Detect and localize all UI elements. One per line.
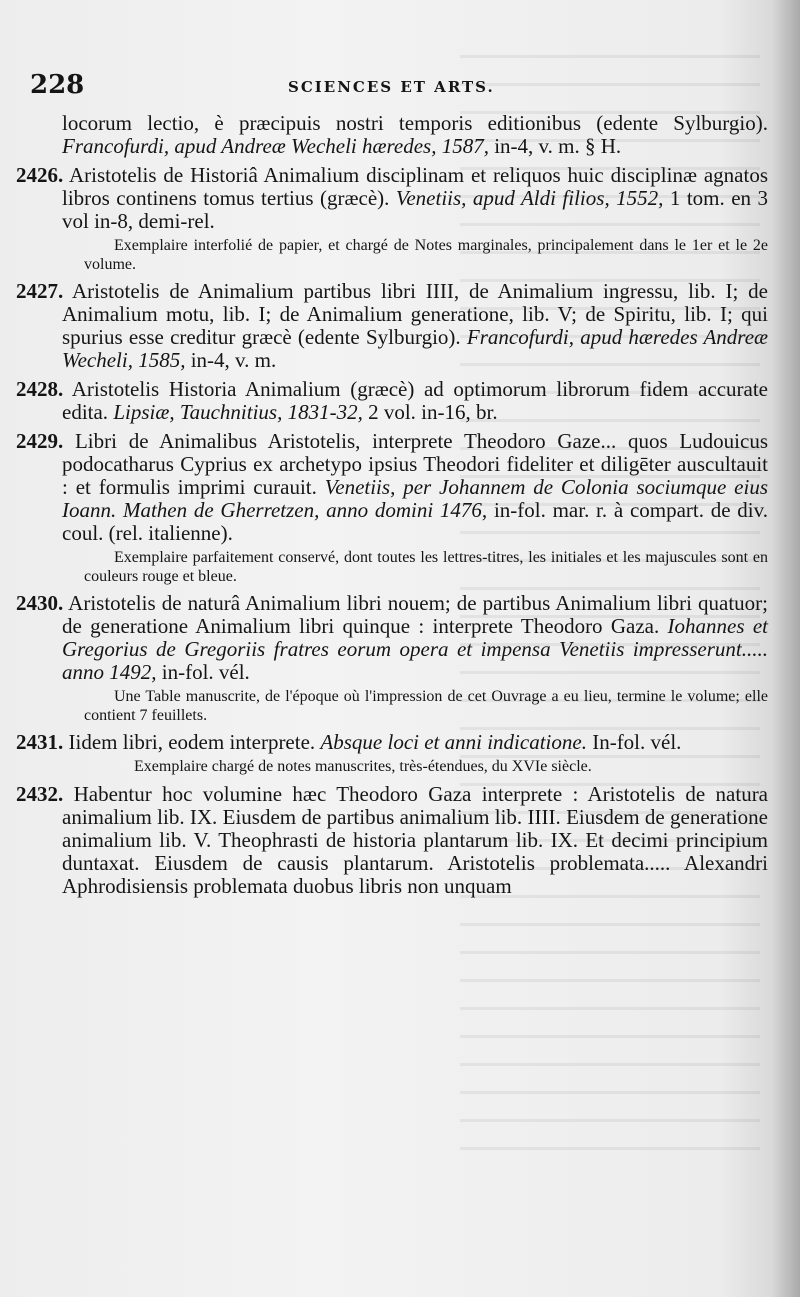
entry-note: Exemplaire chargé de notes manuscrites, très-étendues, du XVIe siècle. xyxy=(134,758,592,775)
catalog-entry-2428 xyxy=(16,377,768,424)
entry-number: 2426. xyxy=(16,163,64,187)
catalog-entry-2429 xyxy=(16,429,769,586)
catalog-entry-2431 xyxy=(16,730,768,777)
entry-number: 2430. xyxy=(16,591,64,615)
entry-imprint: Lipsiæ, Tauchnitius, 1831-32, xyxy=(113,400,363,424)
entry-number: 2428. xyxy=(16,377,64,401)
page-header xyxy=(30,70,760,110)
running-head: SCIENCES ET ARTS. xyxy=(288,78,495,96)
entry-title: Iidem libri, eodem interprete. xyxy=(68,730,316,754)
catalog-entry-2426 xyxy=(16,163,769,274)
entry-title: Libri de Animalibus Aristotelis, interprete Theodoro Gaze... quos Ludouicus podocatharus Cyprius ex archetypo ipsius Theodori fideliter et diligēter auscultauit : et formulis imprimi curauit. xyxy=(62,429,769,499)
catalog-entry-2432 xyxy=(16,781,769,898)
entry-format: In-fol. vél. xyxy=(592,730,682,754)
entry-title: locorum lectio, è præcipuis nostri temporis editionibus (edente Sylburgio). xyxy=(62,111,768,135)
entry-note: Exemplaire interfolié de papier, et chargé de Notes marginales, principalement dans le 1er et le 2e volume. xyxy=(84,237,768,273)
entry-imprint: Absque loci et anni indicatione. xyxy=(320,730,587,754)
catalog-entry-2427 xyxy=(16,279,769,372)
catalog-entry-continued xyxy=(62,112,768,158)
entry-number: 2427. xyxy=(16,279,64,303)
entry-note: Exemplaire parfaitement conservé, dont toutes les lettres-titres, les initiales et les majuscules sont en couleurs rouge et bleue. xyxy=(84,549,768,585)
entry-title: Aristotelis de Animalium partibus libri IIII, de Animalium ingressu, lib. I; de Animalium motu, lib. I; de Animalium generatione, lib. V; de Spiritu, lib. I; qui spurius esse creditur græcè (edente Sylburgio). xyxy=(62,279,769,349)
entry-format: in-4, v. m. § H. xyxy=(494,134,622,158)
entry-number: 2431. xyxy=(16,730,64,754)
entry-title: Aristotelis de naturâ Animalium libri nouem; de partibus Animalium libri quatuor; de generatione Animalium libri quinque : interprete Theodoro Gaza. xyxy=(62,591,768,638)
entry-format: in-fol. vél. xyxy=(161,660,250,684)
entry-format: in-4, v. m. xyxy=(190,348,277,372)
entry-title: Habentur hoc volumine hæc Theodoro Gaza interprete : Aristotelis de natura animalium lib. IX. Eiusdem de partibus animalium lib. IIII. Eiusdem de generatione animalium lib. V. Theophrasti de historia plantarum lib. IX. Et decimi principium duntaxat. Eiusdem de causis plantarum. Aristotelis problemata..... Alexandri Aphrodisiensis problemata duobus libris non unquam xyxy=(62,781,769,898)
entry-format: in-fol. mar. r. à compart. de div. coul. (rel. italienne). xyxy=(62,498,769,545)
page-gutter-shadow xyxy=(772,0,800,1297)
entry-format: 2 vol. in-16, br. xyxy=(368,400,498,424)
catalog-entries xyxy=(16,111,769,904)
page-number: 228 xyxy=(30,70,85,100)
entry-note: Une Table manuscrite, de l'époque où l'impression de cet Ouvrage a eu lieu, termine le volume; elle contient 7 feuillets. xyxy=(84,688,768,724)
entry-imprint: Iohannes et Gregorius de Gregoriis fratres eorum opera et impensa Venetiis impresserunt..... anno 1492, xyxy=(62,614,768,684)
entry-format: 1 tom. en 3 vol in-8, demi-rel. xyxy=(62,186,769,233)
catalog-entry-2430 xyxy=(16,591,768,725)
entry-title: Aristotelis de Historiâ Animalium disciplinam et reliquos huic disciplinæ agnatos libros continens tomus tertius (græcè). xyxy=(62,163,768,210)
entry-imprint: Francofurdi, apud hæredes Andreæ Wecheli, 1585, xyxy=(62,325,769,372)
entry-imprint: Francofurdi, apud Andreæ Wecheli hæredes, 1587, xyxy=(62,134,489,158)
entry-number: 2432. xyxy=(16,781,64,806)
entry-number: 2429. xyxy=(16,429,64,453)
entry-imprint: Venetiis, apud Aldi filios, 1552, xyxy=(395,186,664,210)
entry-imprint: Venetiis, per Johannem de Colonia sociumque eius Ioann. Mathen de Gherretzen, anno domini 1476, xyxy=(62,475,768,522)
entry-title: Aristotelis Historia Animalium (græcè) ad optimorum librorum fidem accurate edita. xyxy=(62,377,768,424)
